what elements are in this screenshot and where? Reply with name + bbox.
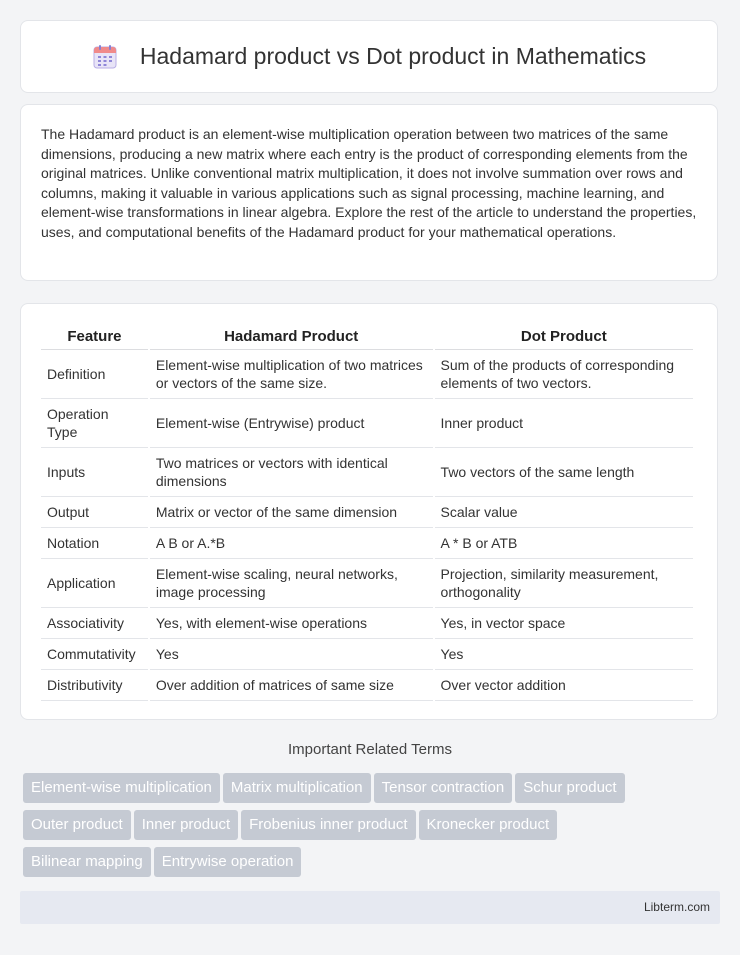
row-dot: Over vector addition [435, 670, 693, 701]
title-card [20, 20, 718, 93]
table-row [41, 528, 693, 559]
row-feature: Inputs [41, 448, 148, 497]
related-term-tag[interactable]: Element-wise multiplication [23, 773, 220, 803]
row-dot: A * B or ATB [435, 528, 693, 559]
row-hadamard: Element-wise scaling, neural networks, image processing [150, 559, 433, 608]
row-hadamard: Two matrices or vectors with identical dimensions [150, 448, 433, 497]
row-feature: Associativity [41, 608, 148, 639]
row-feature: Operation Type [41, 399, 148, 448]
related-terms-list [23, 773, 703, 884]
row-hadamard: Element-wise multiplication of two matrices or vectors of the same size. [150, 350, 433, 399]
row-feature: Distributivity [41, 670, 148, 701]
related-term-tag[interactable]: Entrywise operation [154, 847, 302, 877]
row-hadamard: A B or A.*B [150, 528, 433, 559]
related-term-tag[interactable]: Schur product [515, 773, 624, 803]
comparison-table [39, 324, 695, 701]
footer [20, 891, 720, 924]
header-hadamard: Hadamard Product [150, 324, 433, 350]
page-title: Hadamard product vs Dot product in Mathematics [139, 43, 647, 69]
row-hadamard: Yes [150, 639, 433, 670]
comparison-table-card [20, 303, 718, 720]
row-hadamard: Element-wise (Entrywise) product [150, 399, 433, 448]
row-hadamard: Matrix or vector of the same dimension [150, 497, 433, 528]
row-hadamard: Over addition of matrices of same size [150, 670, 433, 701]
footer-site-link[interactable]: Libterm.com [643, 900, 710, 914]
table-row [41, 497, 693, 528]
table-row [41, 350, 693, 399]
table-row [41, 448, 693, 497]
related-term-tag[interactable]: Inner product [134, 810, 238, 840]
table-row [41, 559, 693, 608]
row-dot: Projection, similarity measurement, orthogonality [435, 559, 693, 608]
table-row [41, 399, 693, 448]
header-feature: Feature [41, 324, 148, 350]
row-dot: Yes [435, 639, 693, 670]
related-term-tag[interactable]: Outer product [23, 810, 131, 840]
row-feature: Commutativity [41, 639, 148, 670]
row-feature: Output [41, 497, 148, 528]
table-row [41, 639, 693, 670]
related-term-tag[interactable]: Matrix multiplication [223, 773, 371, 803]
row-feature: Application [41, 559, 148, 608]
row-dot: Two vectors of the same length [435, 448, 693, 497]
related-term-tag[interactable]: Tensor contraction [374, 773, 513, 803]
table-row [41, 670, 693, 701]
row-feature: Notation [41, 528, 148, 559]
calendar-icon [92, 44, 118, 70]
row-dot: Yes, in vector space [435, 608, 693, 639]
intro-card [20, 104, 718, 281]
table-header-row [41, 324, 693, 350]
row-dot: Sum of the products of corresponding elements of two vectors. [435, 350, 693, 399]
row-hadamard: Yes, with element-wise operations [150, 608, 433, 639]
row-dot: Inner product [435, 399, 693, 448]
intro-paragraph: The Hadamard product is an element-wise multiplication operation between two matrices of the same dimensions, producing a new matrix where each entry is the product of corresponding elements from the original matrices. Unlike conventional matrix multiplication, it does not involve summation over rows and columns, making it valuable in various applications such as signal processing, machine learning, and element-wise transformations in linear algebra. Explore the rest of the article to understand the properties, uses, and computational benefits of the Hadamard product for your mathematical operations. [41, 126, 697, 240]
related-term-tag[interactable]: Kronecker product [419, 810, 558, 840]
row-dot: Scalar value [435, 497, 693, 528]
related-terms-title: Important Related Terms [288, 741, 452, 758]
row-feature: Definition [41, 350, 148, 399]
related-term-tag[interactable]: Bilinear mapping [23, 847, 151, 877]
related-term-tag[interactable]: Frobenius inner product [241, 810, 415, 840]
header-dot: Dot Product [435, 324, 693, 350]
table-row [41, 608, 693, 639]
